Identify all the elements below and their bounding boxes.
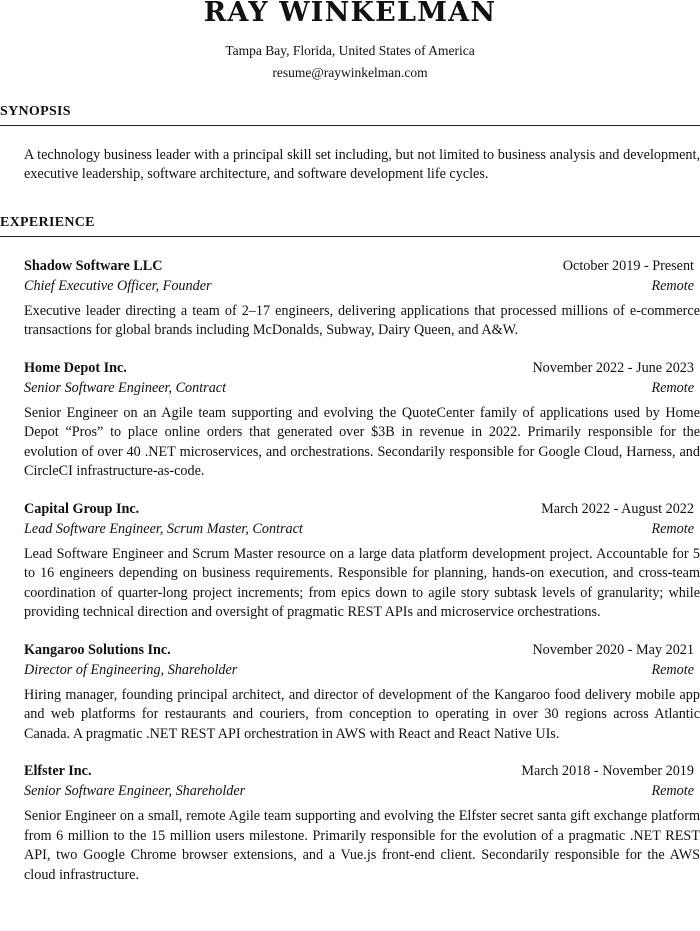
job-title: Director of Engineering, Shareholder [24,661,238,678]
job-title-row [24,519,700,539]
company-name: Kangaroo Solutions Inc. [24,641,171,658]
job-location: Remote [651,520,694,537]
job-header-row [24,761,700,781]
location: Tampa Bay, Florida, United States of America [225,43,475,58]
job-dates: March 2022 - August 2022 [541,500,694,517]
job-entry [0,761,700,885]
job-title: Senior Software Engineer, Shareholder [24,783,246,800]
job-entry [0,256,700,341]
job-title-row [24,781,700,801]
job-dates: November 2020 - May 2021 [532,641,694,658]
section-heading-experience: EXPERIENCE [0,213,700,237]
job-location: Remote [651,661,694,678]
job-entry [0,358,700,482]
job-header-row [24,640,700,660]
job-title: Lead Software Engineer, Scrum Master, Contract [24,520,303,537]
job-description: Senior Engineer on a small, remote Agile team supporting and evolving the Elfster secret santa gift exchange platform from 6 million to the 15 million users milestone. Primarily responsible for the evolution of a pragmatic .NET REST API, two Google Chrome browser extensions, and a Vue.js front-end client. Secondarily responsible for the AWS cloud infrastructure. [24,808,700,883]
job-title: Chief Executive Officer, Founder [24,277,212,294]
job-dates: November 2022 - June 2023 [532,359,694,376]
job-dates: October 2019 - Present [562,257,694,274]
job-description: Hiring manager, founding principal architect, and director of development of the Kangaroo food delivery mobile app and web platforms for restaurants and couriers, from conception to operating in over 30 regions across Atlantic Canada. A pragmatic .NET REST API orchestration in AWS with React and React Native UIs. [24,686,700,742]
job-location: Remote [651,277,694,294]
experience-section [0,213,700,886]
company-name: Shadow Software LLC [24,257,163,274]
company-name: Capital Group Inc. [24,500,140,517]
job-dates: March 2018 - November 2019 [521,763,694,780]
job-title-row [24,378,700,398]
company-name: Elfster Inc. [24,763,92,780]
email: resume@raywinkelman.com [272,65,428,80]
job-title: Senior Software Engineer, Contract [24,379,227,396]
job-location: Remote [651,783,694,800]
section-heading-synopsis: SYNOPSIS [0,102,700,126]
synopsis-text: A technology business leader with a principal skill set including, but not limited to business analysis and development, executive leadership, software architecture, and software development life cycles. [24,147,700,183]
company-name: Home Depot Inc. [24,359,127,376]
job-entry [0,499,700,623]
job-header-row [24,499,700,519]
job-header-row [24,358,700,378]
synopsis-section [0,102,700,185]
job-title-row [24,660,700,680]
job-description: Executive leader directing a team of 2–17 engineers, delivering applications that processed millions of e-commerce transactions for global brands including McDonalds, Subway, Dairy Queen, and A&W. [24,302,700,339]
candidate-name: RAY WINKELMAN [203,0,497,28]
job-location: Remote [651,379,694,396]
job-description: Senior Engineer on an Agile team supporting and evolving the QuoteCenter family of applications used by Home Depot “Pros” to place online orders that generated over $3B in revenue in 2022. Primarily responsible for the evolution of over 40 .NET microservices, and orchestrations. Secondarily responsible for Google Cloud, Harness, and CircleCI infrastructure-as-code. [24,404,700,480]
job-header-row [24,256,700,276]
job-description: Lead Software Engineer and Scrum Master resource on a large data platform development project. Accountable for 5 to 16 engineers depending on business requirements. Responsible for planning, hands-on execution, and cross-team coordination of quarter-long project increments; from epics down to agile story subtask levels of granularity; while providing technical direction and oversight of pragmatic REST APIs and microservice orchestrations. [24,545,700,621]
job-entry [0,640,700,745]
job-title-row [24,276,700,296]
